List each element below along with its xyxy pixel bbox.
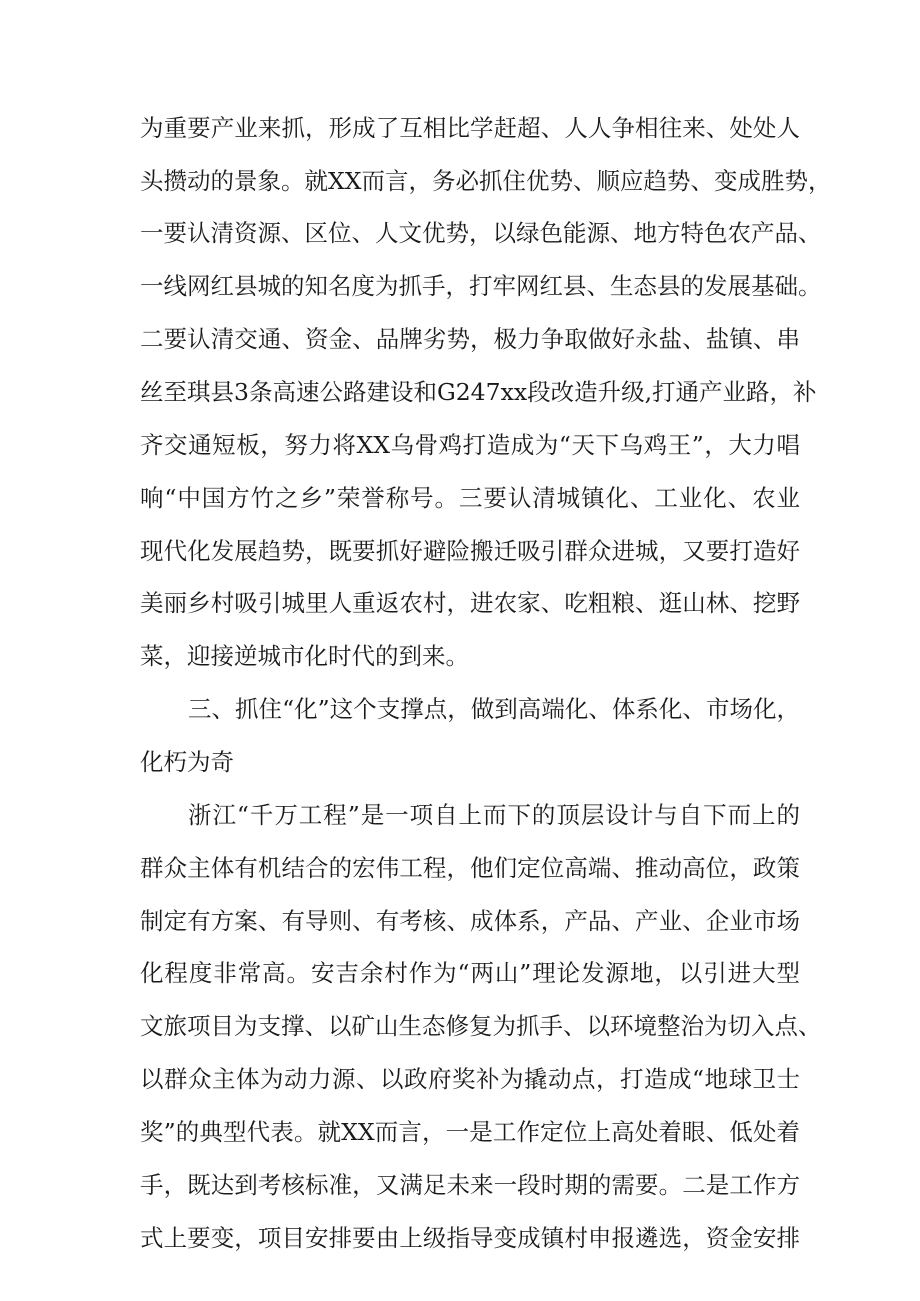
paragraph1-line: 丝至琪县3条高速公路建设和G247xx段改造升级,打通产业路，补 [140,378,817,406]
paragraph2-line: 式上要变，项目安排要由上级指导变成镇村申报遴选，资金安排 [140,1224,800,1252]
paragraph1-line: 二要认清交通、资金、品牌劣势，极力争取做好永盐、盐镇、串 [140,325,800,353]
paragraph1-line: 一要认清资源、区位、人文优势，以绿色能源、地方特色农产品、 [140,219,822,247]
paragraph2-line: 浙江“千万工程”是一项自上而下的顶层设计与自下而上的 [188,801,800,829]
paragraph2-line: 群众主体有机结合的宏伟工程，他们定位高端、推动高位，政策 [140,854,800,882]
paragraph2-line: 制定有方案、有导则、有考核、成体系，产品、产业、企业市场 [140,907,800,935]
paragraph1-line: 响“中国方竹之乡”荣誉称号。三要认清城镇化、工业化、农业 [140,484,800,512]
paragraph2-line: 化程度非常高。安吉余村作为“两山”理论发源地，以引进大型 [140,959,800,987]
paragraph2-line: 文旅项目为支撑、以矿山生态修复为抓手、以环境整治为切入点、 [140,1012,822,1040]
paragraph2-line: 手，既达到考核标准，又满足未来一段时期的需要。二是工作方 [140,1171,800,1199]
paragraph1-line: 一线网红县城的知名度为抓手，打牢网红县、生态县的发展基础。 [140,272,822,300]
paragraph1-line: 美丽乡村吸引城里人重返农村，进农家、吃粗粮、逛山林、挖野 [140,589,800,617]
paragraph2-line: 奖”的典型代表。就XX而言，一是工作定位上高处着眼、低处着 [140,1118,800,1146]
paragraph1-line: 为重要产业来抓，形成了互相比学赶超、人人争相往来、处处人 [140,114,800,142]
paragraph1-line: 头攒动的景象。就XX而言，务必抓住优势、顺应趋势、变成胜势， [140,167,832,195]
section-heading: 三、抓住“化”这个支撑点，做到高端化、体系化、市场化， [188,695,800,723]
paragraph1-line: 齐交通短板，努力将XX乌骨鸡打造成为“天下乌鸡王”，大力唱 [140,431,800,459]
section-heading: 化朽为奇 [140,748,234,776]
paragraph1-line: 菜，迎接逆城市化时代的到来。 [140,642,469,670]
paragraph2-line: 以群众主体为动力源、以政府奖补为撬动点，打造成“地球卫士 [140,1065,800,1093]
paragraph1-line: 现代化发展趋势，既要抓好避险搬迁吸引群众进城，又要打造好 [140,537,800,565]
